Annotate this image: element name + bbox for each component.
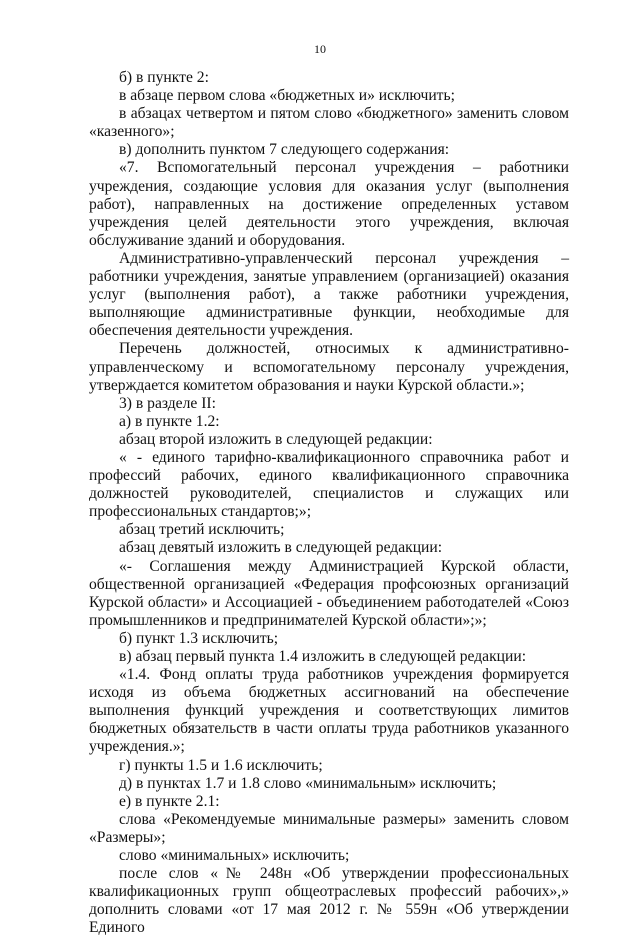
- paragraph: б) в пункте 2:: [119, 69, 209, 86]
- paragraph: слова «Рекомендуемые минимальные размеры» заменить словом «Размеры»;: [89, 810, 569, 846]
- page-number: 10: [314, 42, 326, 56]
- paragraph: «- Соглашения между Администрацией Курской области, общественной организацией «Федерация профсоюзных организаций Курской области» и Ассоциацией - объединением работодателей «Союз промышленников и предпринимателей Курской области»;»;: [89, 557, 569, 629]
- paragraph: в) абзац первый пункта 1.4 изложить в следующей редакции:: [119, 648, 527, 665]
- paragraph: абзац второй изложить в следующей редакции:: [119, 430, 433, 448]
- paragraph: г) пункты 1.5 и 1.6 исключить;: [119, 756, 323, 774]
- paragraph: Административно-управленческий персонал учреждения – работники учреждения, занятые управлением (организацией) оказания услуг (выполнения работ), а также работники учреждения, выполняющие административные функции, необходимые для обеспечения деятельности учреждения.: [89, 249, 569, 340]
- paragraph: в) дополнить пунктом 7 следующего содержания:: [119, 141, 450, 159]
- paragraph: в абзаце первом слова «бюджетных и» исключить;: [119, 87, 455, 105]
- paragraph: слово «минимальных» исключить;: [119, 847, 350, 865]
- paragraph: после слов «№ 248н «Об утверждении профессиональных квалификационных групп общеотраслевых профессий рабочих»,» дополнить словами «от 17 мая 2012 г. № 559н «Об утверждении Единого: [89, 865, 569, 937]
- paragraph: е) в пункте 2.1:: [119, 792, 220, 810]
- paragraph: «7. Вспомогательный персонал учреждения – работники учреждения, создающие условия для оказания услуг (выполнения работ), направленных на достижение определенных уставом учреждения целей деятельности этого учреждения, включая обслуживание зданий и оборудования.: [89, 159, 569, 249]
- paragraph: абзац девятый изложить в следующей редакции:: [119, 539, 443, 557]
- paragraph: б) пункт 1.3 исключить;: [119, 629, 279, 647]
- paragraph: « - единого тарифно-квалификационного справочника работ и профессий рабочих, единого квалификационного справочника должностей руководителей, специалистов и служащих или профессиональных стандартов;»;: [89, 448, 569, 521]
- paragraph: 3) в разделе II:: [119, 394, 216, 412]
- paragraph: Перечень должностей, относимых к административно-управленческому и вспомогательному персоналу учреждения, утверждается комитетом образования и науки Курской области.»;: [89, 340, 569, 394]
- paragraph: абзац третий исключить;: [119, 521, 285, 539]
- paragraph: д) в пунктах 1.7 и 1.8 слово «минимальным» исключить;: [119, 774, 497, 792]
- paragraph: а) в пункте 1.2:: [119, 412, 220, 430]
- document-body: [89, 69, 569, 938]
- paragraph: «1.4. Фонд оплаты труда работников учреждения формируется исходя из объема бюджетных ассигнований на обеспечение выполнения функций учреждения и соответствующих лимитов бюджетных обязательств в части оплаты труда работников указанного учреждения.»;: [89, 666, 569, 756]
- paragraph: в абзацах четвертом и пятом слово «бюджетного» заменить словом «казенного»;: [89, 105, 569, 141]
